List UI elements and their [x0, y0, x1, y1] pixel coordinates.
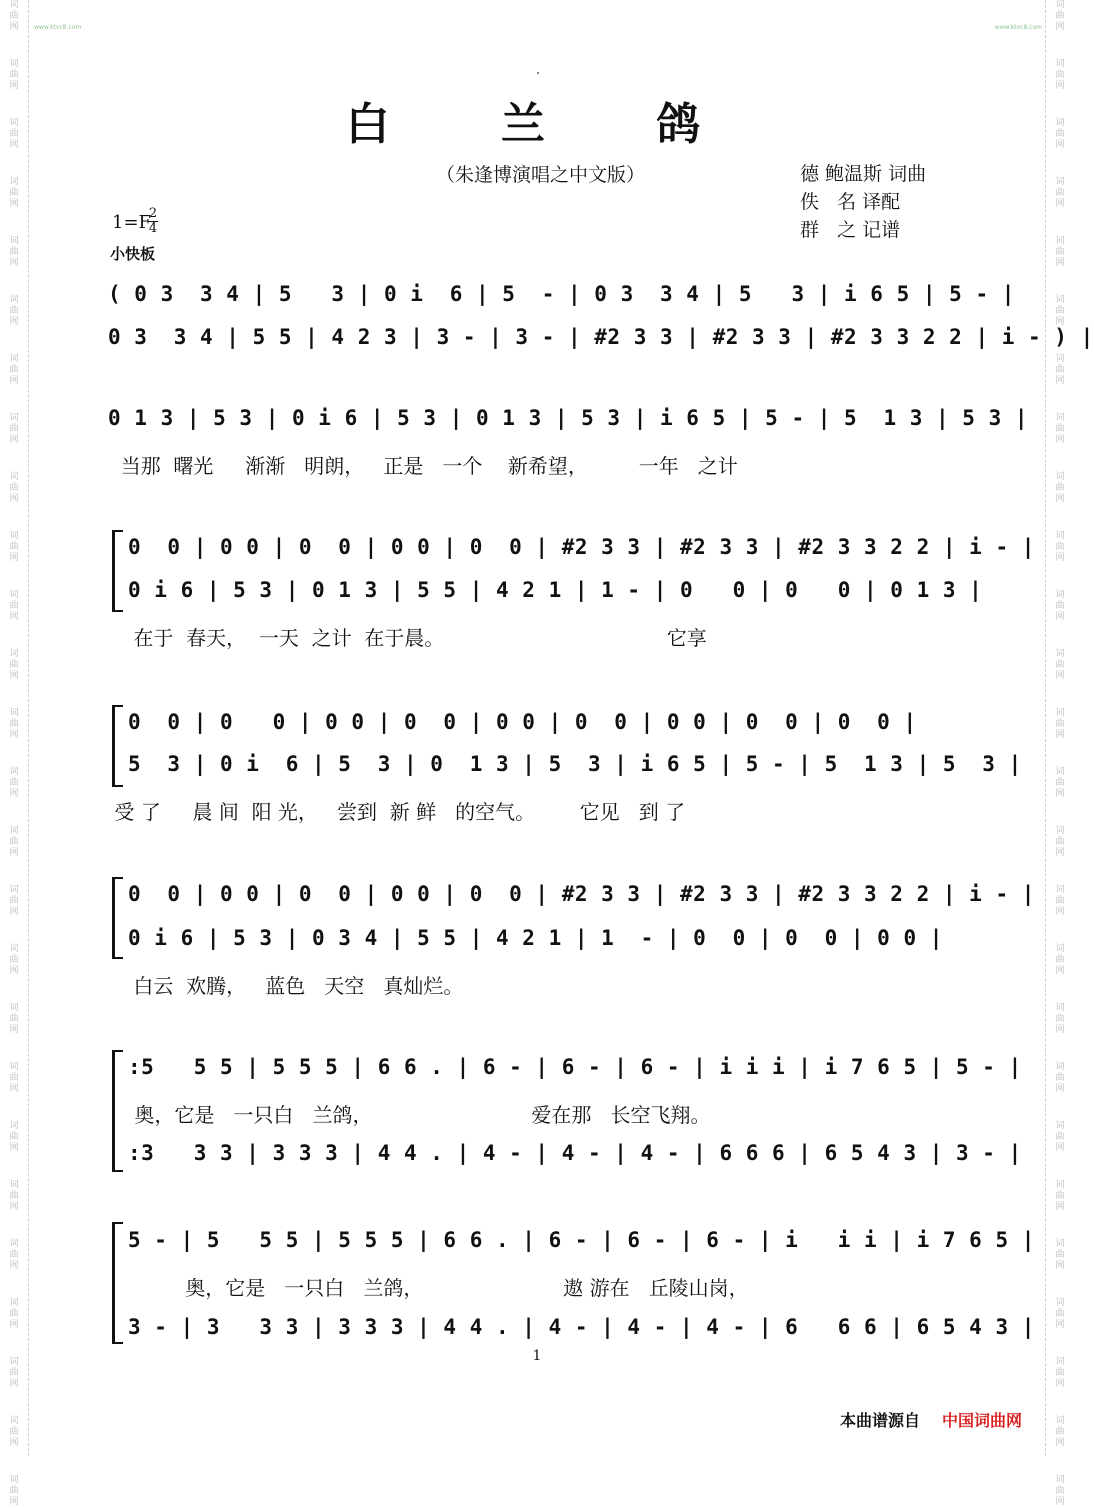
watermark-text: 词 曲 网: [1055, 354, 1065, 386]
watermark-text: 词 曲 网: [9, 413, 19, 445]
tempo-marking: 小快板: [110, 245, 156, 263]
watermark-text: 词 曲 网: [9, 649, 19, 681]
watermark-text: 词 曲 网: [9, 1416, 19, 1448]
header-url-right[interactable]: www.ktvc8.com: [994, 24, 1042, 31]
watermark-text: 词 曲 网: [9, 0, 19, 32]
notation-line: 0 i 6 | 5 3 | 0 1 3 | 5 5 | 4 2 1 | 1 - | 0 0 | 0 0 | 0 1 3 |: [128, 578, 983, 602]
watermark-text: 词 曲 网: [1055, 944, 1065, 976]
system-brace: [112, 877, 123, 959]
watermark-text: 词 曲 网: [9, 590, 19, 622]
watermark-text: 词 曲 网: [9, 1475, 19, 1507]
notation-line: ( 0 3 3 4 | 5 3 | 0 i 6 | 5 - | 0 3 3 4 | 5 3 | i 6 5 | 5 - |: [108, 282, 1015, 306]
notation-line: 0 0 | 0 0 | 0 0 | 0 0 | 0 0 | #2 3 3 | #2 3 3 | #2 3 3 2 2 | i - |: [128, 882, 1035, 906]
time-signature: [148, 207, 158, 236]
header-url-left[interactable]: www.ktvc8.com: [34, 24, 82, 31]
watermark-text: 词 曲 网: [9, 118, 19, 150]
watermark-text: 词 曲 网: [9, 1298, 19, 1330]
time-signature-bottom: 4: [148, 221, 158, 236]
lyric-line: 白云 欢腾， 蓝色 天空 真灿烂。: [108, 974, 464, 998]
watermark-text: 词 曲 网: [9, 826, 19, 858]
notation-line: 0 i 6 | 5 3 | 0 3 4 | 5 5 | 4 2 1 | 1 - | 0 0 | 0 0 | 0 0 |: [128, 926, 943, 950]
watermark-text: 词 曲 网: [9, 1180, 19, 1212]
song-subtitle: （朱逢博演唱之中文版）: [436, 164, 646, 186]
credit-translator: 佚 名 译配: [800, 191, 901, 213]
lyric-line: 奥，它是 一只白 兰鸽， 遨 游在 丘陵山岗，: [128, 1276, 749, 1300]
watermark-text: 词 曲 网: [1055, 1357, 1065, 1389]
watermark-text: 词 曲 网: [9, 1239, 19, 1271]
watermark-text: 词 曲 网: [9, 1121, 19, 1153]
notation-line: 5 3 | 0 i 6 | 5 3 | 0 1 3 | 5 3 | i 6 5 | 5 - | 5 1 3 | 5 3 |: [128, 752, 1022, 776]
system-brace: [112, 1222, 123, 1344]
notation-line: 0 0 | 0 0 | 0 0 | 0 0 | 0 0 | #2 3 3 | #2 3 3 | #2 3 3 2 2 | i - |: [128, 535, 1035, 559]
notation-line: :3 3 3 | 3 3 3 | 4 4 . | 4 - | 4 - | 4 - | 6 6 6 | 6 5 4 3 | 3 - |: [128, 1141, 1022, 1165]
watermark-text: 词 曲 网: [9, 1062, 19, 1094]
lyric-line: 在于 春天， 一天 之计 在于晨。 它享: [108, 626, 707, 650]
credit-transcriber: 群 之 记谱: [800, 219, 901, 241]
lyric-line: 奥，它是 一只白 兰鸽， 爱在那 长空飞翔。: [128, 1103, 711, 1127]
watermark-text: 词 曲 网: [1055, 531, 1065, 563]
watermark-text: 词 曲 网: [1055, 1180, 1065, 1212]
notation-line: :5 5 5 | 5 5 5 | 6 6 . | 6 - | 6 - | 6 - | i i i | i 7 6 5 | 5 - |: [128, 1055, 1022, 1079]
stray-mark: [537, 72, 539, 74]
watermark-text: 词 曲 网: [9, 236, 19, 268]
page-number: 1: [532, 1348, 542, 1364]
time-signature-top: 2: [148, 206, 158, 221]
watermark-text: 词 曲 网: [1055, 885, 1065, 917]
watermark-text: 词 曲 网: [9, 944, 19, 976]
watermark-text: 词 曲 网: [9, 59, 19, 91]
source-site-link[interactable]: 中国词曲网: [942, 1411, 1023, 1430]
system-brace: [112, 1050, 123, 1172]
watermark-text: 词 曲 网: [9, 1003, 19, 1035]
notation-line: 3 - | 3 3 3 | 3 3 3 | 4 4 . | 4 - | 4 - | 4 - | 6 6 6 | 6 5 4 3 |: [128, 1315, 1035, 1339]
watermark-text: 词 曲 网: [9, 354, 19, 386]
watermark-text: 词 曲 网: [1055, 1003, 1065, 1035]
song-credits: [800, 160, 926, 244]
lyric-line: 当那 曙光 渐渐 明朗， 正是 一个 新希望， 一年 之计: [108, 454, 738, 478]
watermark-text: 词 曲 网: [1055, 118, 1065, 150]
watermark-text: 词 曲 网: [1055, 236, 1065, 268]
watermark-text: 词 曲 网: [9, 708, 19, 740]
source-label: 本曲谱源自: [840, 1411, 921, 1430]
right-margin-watermark: [1045, 0, 1074, 1507]
watermark-text: 词 曲 网: [1055, 1475, 1065, 1507]
watermark-text: 词 曲 网: [1055, 649, 1065, 681]
watermark-text: 词 曲 网: [1055, 59, 1065, 91]
watermark-text: 词 曲 网: [1055, 826, 1065, 858]
watermark-text: 词 曲 网: [1055, 413, 1065, 445]
notation-line: 0 3 3 4 | 5 5 | 4 2 3 | 3 - | 3 - | #2 3 3 | #2 3 3 | #2 3 3 2 2 | i - ) |: [108, 325, 1094, 349]
watermark-text: 词 曲 网: [1055, 1298, 1065, 1330]
system-brace: [112, 530, 123, 612]
watermark-text: 词 曲 网: [1055, 708, 1065, 740]
credit-composer: 德 鲍温斯 词曲: [800, 163, 927, 185]
lyric-line: 受 了 晨 间 阳 光， 尝到 新 鲜 的空气。 它见 到 了: [108, 800, 686, 824]
key-signature: 1=F: [112, 212, 152, 233]
watermark-text: 词 曲 网: [1055, 177, 1065, 209]
watermark-text: 词 曲 网: [1055, 1062, 1065, 1094]
watermark-text: 词 曲 网: [1055, 590, 1065, 622]
watermark-text: 词 曲 网: [9, 177, 19, 209]
watermark-text: 词 曲 网: [9, 472, 19, 504]
notation-line: 5 - | 5 5 5 | 5 5 5 | 6 6 . | 6 - | 6 - | 6 - | i i i | i 7 6 5 |: [128, 1228, 1035, 1252]
watermark-text: 词 曲 网: [9, 295, 19, 327]
left-margin-watermark: [0, 0, 29, 1507]
watermark-text: 词 曲 网: [1055, 1239, 1065, 1271]
watermark-text: 词 曲 网: [1055, 295, 1065, 327]
notation-line: 0 0 | 0 0 | 0 0 | 0 0 | 0 0 | 0 0 | 0 0 | 0 0 | 0 0 |: [128, 710, 917, 734]
source-credit: [840, 1408, 1022, 1431]
song-title: 白 兰 鸽: [345, 99, 749, 150]
watermark-text: 词 曲 网: [1055, 472, 1065, 504]
watermark-text: 词 曲 网: [9, 767, 19, 799]
system-brace: [112, 705, 123, 787]
watermark-text: 词 曲 网: [1055, 0, 1065, 32]
watermark-text: 词 曲 网: [1055, 1416, 1065, 1448]
watermark-text: 词 曲 网: [9, 1357, 19, 1389]
watermark-text: 词 曲 网: [9, 885, 19, 917]
watermark-text: 词 曲 网: [1055, 767, 1065, 799]
watermark-text: 词 曲 网: [1055, 1121, 1065, 1153]
notation-line: 0 1 3 | 5 3 | 0 i 6 | 5 3 | 0 1 3 | 5 3 | i 6 5 | 5 - | 5 1 3 | 5 3 |: [108, 406, 1029, 430]
watermark-text: 词 曲 网: [9, 531, 19, 563]
